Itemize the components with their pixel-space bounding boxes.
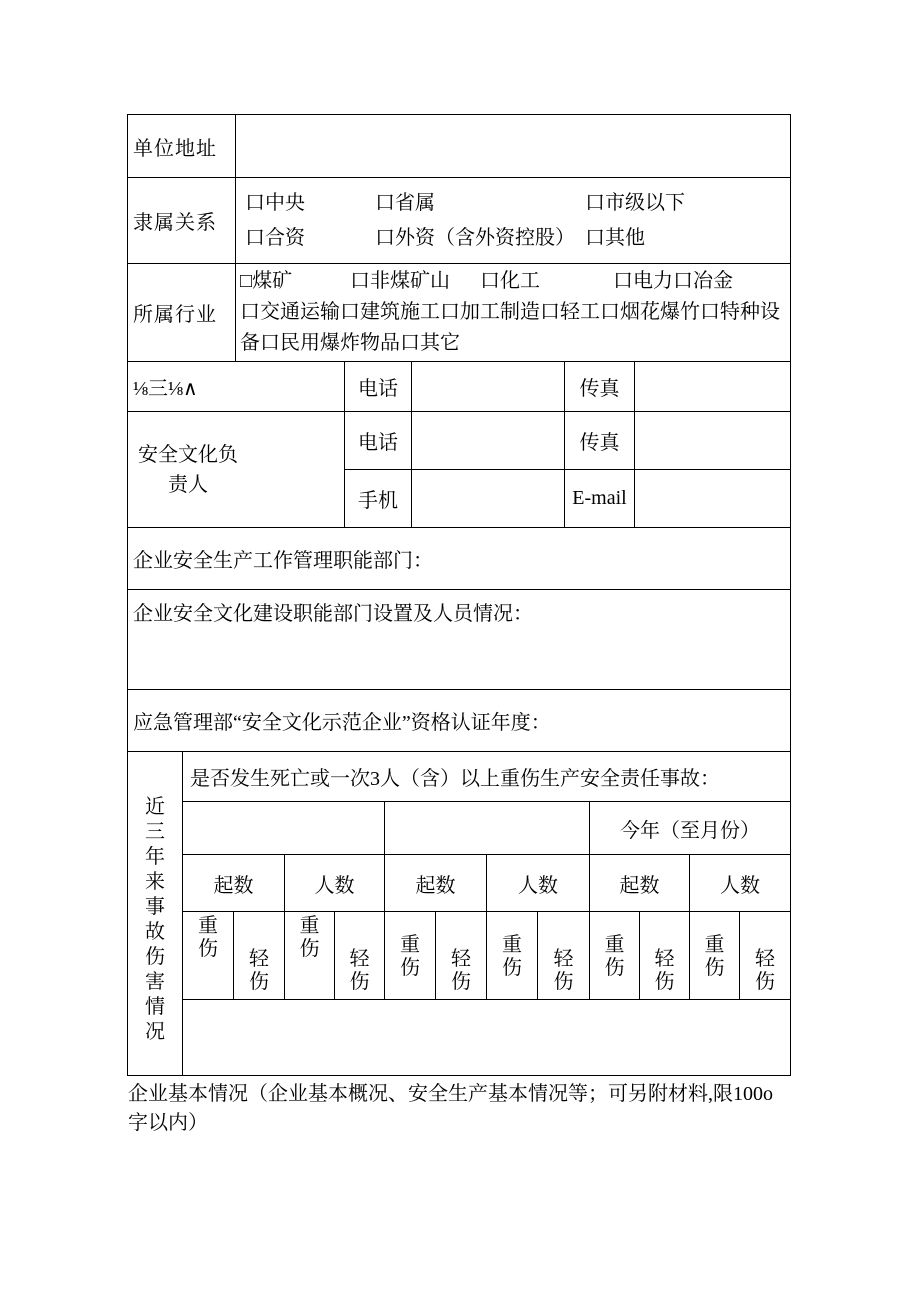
sub-header-text: 轻伤: [249, 948, 269, 993]
col-header-cases-1: 起数: [183, 855, 285, 911]
accident-year3-label: 今年（至月份）: [620, 819, 760, 842]
sub-header-text: 重伤: [604, 934, 625, 979]
row-certification: [128, 690, 790, 752]
checkbox-option-foreign: 口外资（含外资控股）: [375, 226, 575, 249]
accident-injury-header-row: [183, 912, 790, 1000]
sub-header-severe-1: [183, 912, 234, 999]
sub-header-severe-3: [385, 912, 436, 999]
sub-header-light-2: [335, 912, 385, 999]
row-culture-dept: [128, 590, 790, 690]
accident-question: 是否发生死亡或一次3人（含）以上重伤生产安全责任事故：: [183, 752, 790, 802]
col-header-cases-2: 起数: [385, 855, 487, 911]
unit-address-label: 单位地址: [128, 115, 236, 177]
industry-label: 所属行业: [128, 264, 236, 361]
culture-head-fields: [345, 412, 790, 527]
sub-header-text: 重伤: [198, 915, 218, 960]
sub-header-severe-6: [690, 912, 740, 999]
accident-detail: [183, 752, 790, 1075]
checkbox-option-central: 口中央: [245, 191, 305, 214]
row-culture-head: [128, 412, 790, 528]
application-form-table: [127, 114, 791, 1076]
checkbox-option-other: 口其他: [585, 226, 645, 249]
unit-head-label: ⅛三⅛∧: [128, 362, 345, 411]
checkbox-option-coal-mine: □煤矿: [240, 270, 293, 292]
col-header-people-1: 人数: [285, 855, 385, 911]
col-header-people-3: 人数: [720, 874, 760, 897]
culture-head-email-value-cell: [635, 470, 790, 527]
unit-head-fax-value-cell: [635, 362, 790, 411]
basic-info-note-line1: 企业基本情况（企业基本概况、安全生产基本情况等；可另附材料,限100o: [128, 1083, 773, 1105]
unit-head-phone-label: 电话: [345, 362, 412, 411]
sub-header-light-5: [640, 912, 690, 999]
sub-header-severe-5: [590, 912, 640, 999]
sub-header-text: 重伤: [502, 934, 522, 979]
sub-header-text: 轻伤: [654, 948, 675, 993]
culture-head-phone-label: 电话: [345, 412, 412, 469]
checkbox-option-non-coal-mine: 口非煤矿山: [350, 270, 450, 292]
culture-head-mobile-label: 手机: [345, 470, 412, 527]
basic-info-note-line2: 字以内）: [128, 1112, 208, 1134]
checkbox-option-power-metallurgy: 口电力口冶金: [613, 270, 733, 292]
col-header-cases-3: 起数: [590, 855, 690, 911]
industry-line1: [240, 266, 790, 297]
culture-head-email-label: E-mail: [565, 470, 635, 527]
sub-header-text: 重伤: [704, 934, 725, 979]
industry-line2: 口交通运输口建筑施工口加工制造口轻工口烟花爆竹口特种设: [240, 301, 780, 323]
affiliation-line1: [245, 186, 790, 221]
industry-options-cell: [236, 264, 790, 361]
sub-header-light-3: [436, 912, 487, 999]
culture-dept-text: 企业安全文化建设职能部门设置及人员情况：: [133, 603, 533, 625]
culture-head-mobile-row: [345, 470, 790, 527]
sub-header-light-6: [740, 912, 790, 999]
accident-year1-cell: [183, 802, 385, 854]
sub-header-light-4: [538, 912, 590, 999]
accident-year-row: [183, 802, 790, 855]
sub-header-text: 重伤: [400, 934, 420, 979]
checkbox-option-joint-venture: 口合资: [245, 226, 305, 249]
row-unit-head: [128, 362, 790, 412]
accident-side-label-text: 近三年来事故伤害情况: [145, 795, 165, 1043]
sub-header-text: 轻伤: [755, 948, 775, 993]
certification-text: 应急管理部“安全文化示范企业”资格认证年度：: [133, 712, 551, 734]
accident-side-label: [128, 752, 183, 1075]
sub-header-text: 轻伤: [349, 948, 370, 993]
industry-line3: 备口民用爆炸物品口其它: [240, 332, 460, 354]
affiliation-line2: [245, 221, 790, 256]
sub-header-text: 轻伤: [553, 948, 574, 993]
sub-header-light-1: [234, 912, 285, 999]
row-accident-history: [128, 752, 790, 1075]
culture-head-label-text: 安全文化负责人: [138, 443, 238, 496]
sub-header-text: 轻伤: [451, 948, 471, 993]
basic-info-note: [128, 1080, 796, 1138]
culture-head-phone-row: [345, 412, 790, 470]
accident-count-header-row: [183, 855, 790, 912]
affiliation-options-cell: [236, 178, 790, 263]
row-industry: [128, 264, 790, 362]
checkbox-option-chemical: 口化工: [480, 270, 540, 292]
sub-header-severe-4: [487, 912, 538, 999]
sub-header-severe-2: [285, 912, 335, 999]
col-header-people-2: 人数: [487, 855, 590, 911]
accident-year2-cell: [385, 802, 590, 854]
culture-head-mobile-value-cell: [412, 470, 565, 527]
row-unit-address: [128, 115, 790, 178]
culture-head-fax-value-cell: [635, 412, 790, 469]
safety-dept-text: 企业安全生产工作管理职能部门：: [133, 550, 433, 572]
checkbox-option-provincial: 口省属: [375, 191, 435, 214]
sub-header-text: 重伤: [299, 915, 320, 960]
row-affiliation: [128, 178, 790, 264]
affiliation-label: 隶属关系: [128, 178, 236, 263]
culture-head-label: [128, 412, 345, 527]
culture-head-phone-value-cell: [412, 412, 565, 469]
unit-head-phone-value-cell: [412, 362, 565, 411]
unit-address-value-cell: [236, 115, 790, 177]
checkbox-option-city-below: 口市级以下: [585, 191, 685, 214]
row-safety-dept: [128, 528, 790, 590]
culture-head-fax-label: 传真: [565, 412, 635, 469]
unit-head-fax-label: 传真: [565, 362, 635, 411]
